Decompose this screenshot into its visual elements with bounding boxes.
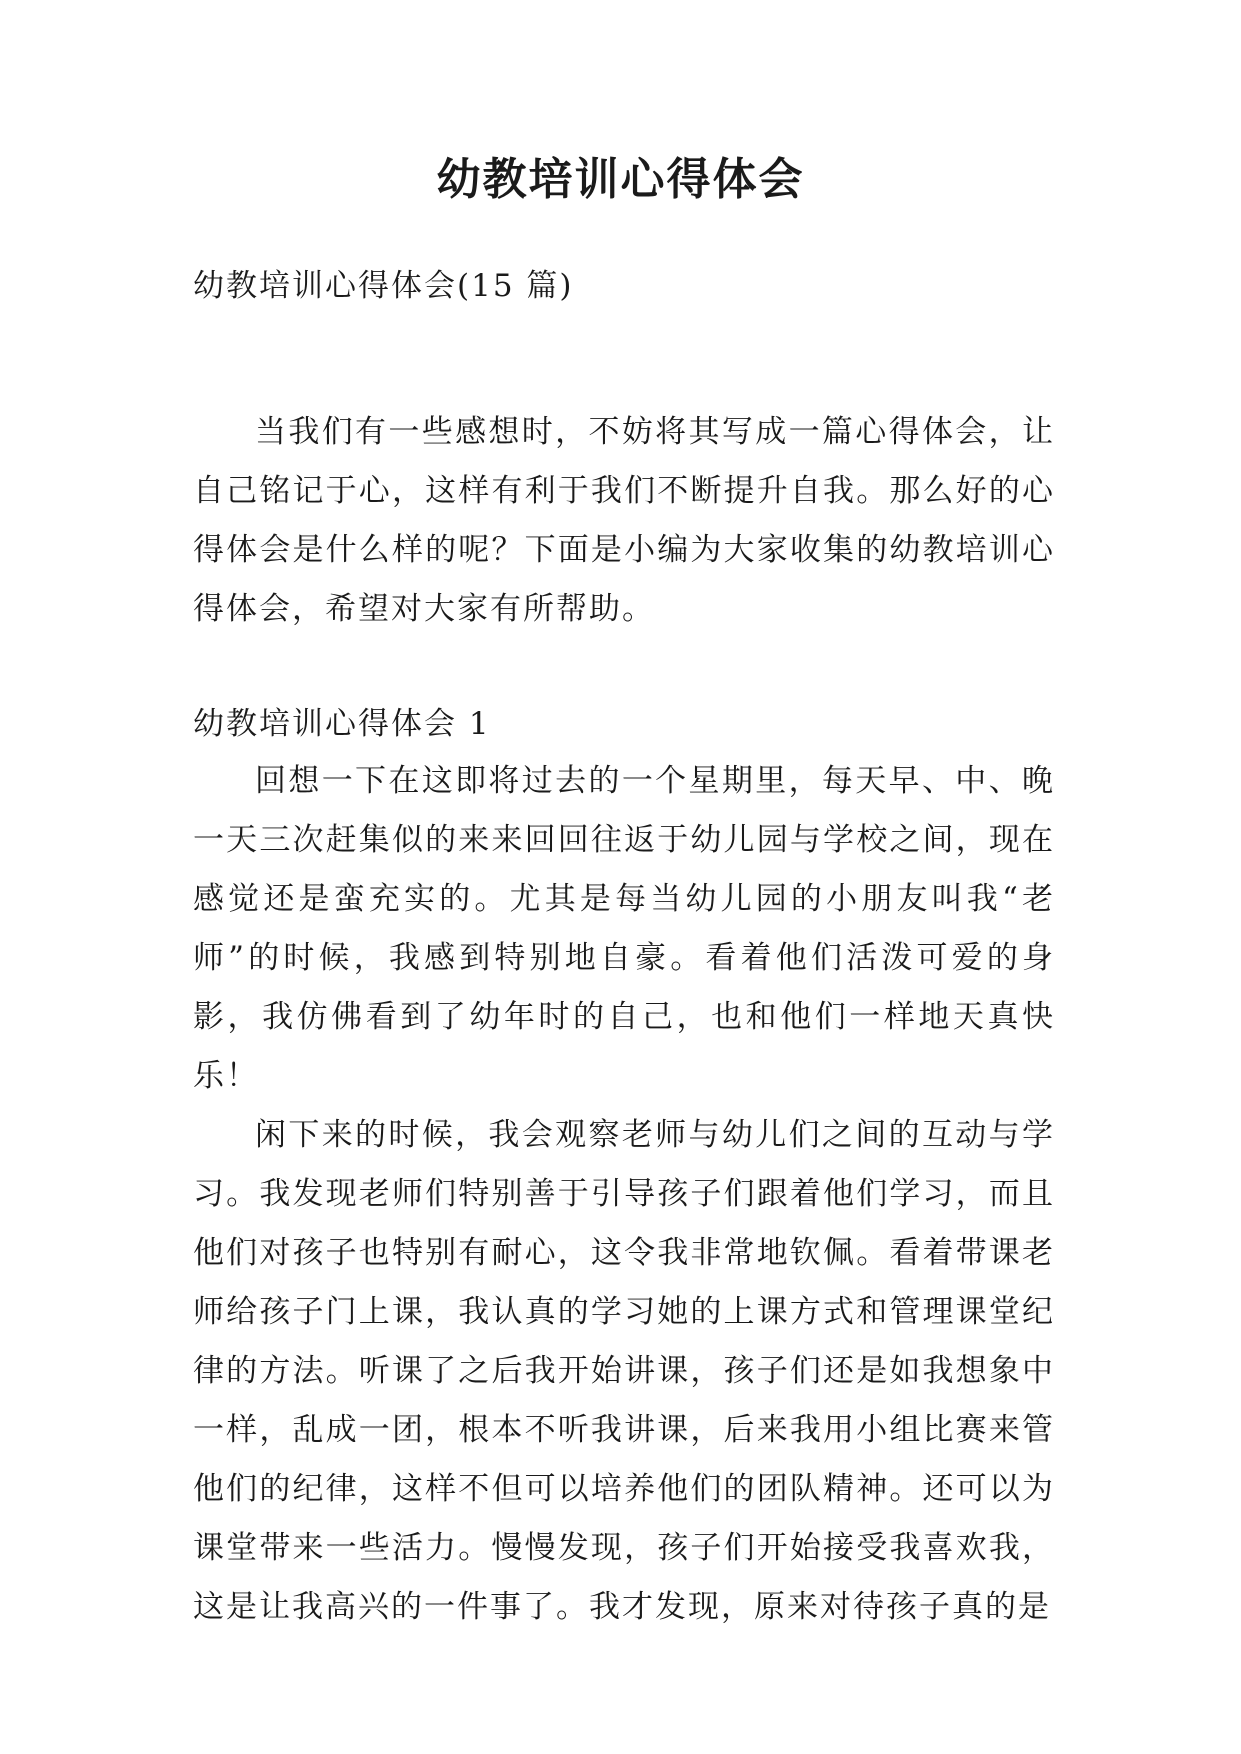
document-title: 幼教培训心得体会	[436, 154, 805, 205]
body-paragraph: 回想一下在这即将过去的一个星期里，每天早、中、晚一天三次赶集似的来来回回往返于幼儿园与学校之间，现在感觉还是蛮充实的。尤其是每当幼儿园的小朋友叫我“老师”的时候，我感到特别地自豪。看着他们活泼可爱的身影，我仿佛看到了幼年时的自己，也和他们一样地天真快乐！	[193, 763, 1055, 1094]
intro-block	[193, 403, 1055, 639]
section-heading: 幼教培训心得体会 1	[193, 706, 491, 742]
section-1	[193, 700, 1055, 1637]
document-subtitle: 幼教培训心得体会(15 篇)	[193, 268, 574, 304]
body-paragraph: 闲下来的时候，我会观察老师与幼儿们之间的互动与学习。我发现老师们特别善于引导孩子们跟着他们学习，而且他们对孩子也特别有耐心，这令我非常地钦佩。看着带课老师给孩子门上课，我认真的学习她的上课方式和管理课堂纪律的方法。听课了之后我开始讲课，孩子们还是如我想象中一样，乱成一团，根本不听我讲课，后来我用小组比赛来管他们的纪律，这样不但可以培养他们的团队精神。还可以为课堂带来一些活力。慢慢发现，孩子们开始接受我喜欢我，这是让我高兴的一件事了。我才发现，原来对待孩子真的是	[193, 1117, 1055, 1625]
intro-paragraph: 当我们有一些感想时，不妨将其写成一篇心得体会，让自己铭记于心，这样有利于我们不断提升自我。那么好的心得体会是什么样的呢？下面是小编为大家收集的幼教培训心得体会，希望对大家有所帮助。	[193, 414, 1055, 627]
